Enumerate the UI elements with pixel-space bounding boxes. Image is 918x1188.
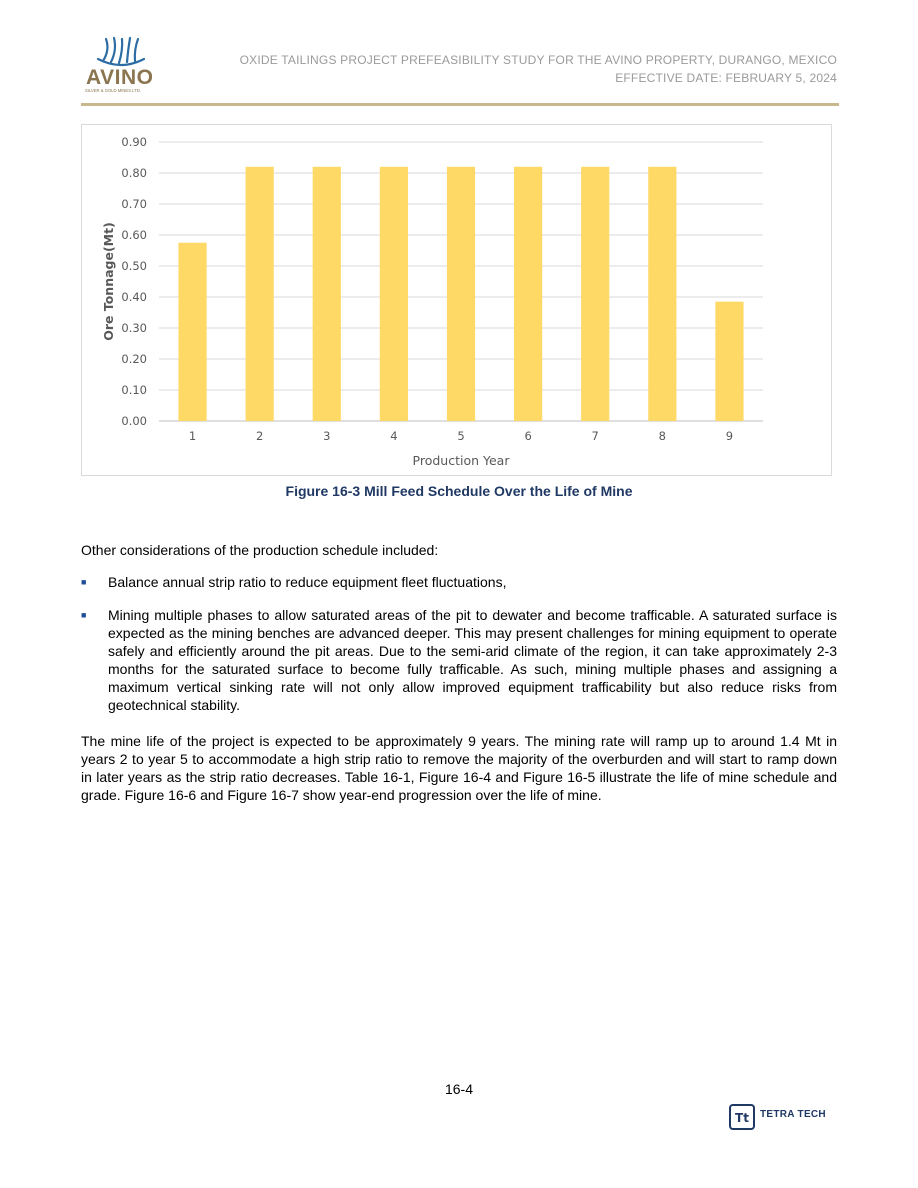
x-tick-label: 4: [390, 429, 398, 443]
y-tick-label: 0.80: [121, 166, 147, 180]
y-tick-label: 0.50: [121, 259, 147, 273]
bar: [648, 167, 676, 421]
x-tick-label: 9: [725, 429, 734, 443]
x-tick-label: 7: [591, 429, 599, 443]
figure-caption: Figure 16-3 Mill Feed Schedule Over the Life of Mine: [285, 483, 633, 499]
header-rule: [81, 103, 839, 106]
bullet-marker-2: ■: [81, 610, 87, 620]
bar: [715, 302, 743, 421]
y-tick-label: 0.90: [121, 135, 147, 149]
bar: [178, 243, 206, 421]
x-tick-label: 8: [658, 429, 666, 443]
intro-text: Other considerations of the production schedule included:: [81, 542, 439, 558]
y-tick-label: 0.70: [121, 197, 147, 211]
header-title: OXIDE TAILINGS PROJECT PREFEASIBILITY STUDY FOR THE AVINO PROPERTY, DURANGO, MEXICO: [239, 53, 837, 67]
x-tick-label: 3: [323, 429, 331, 443]
avino-logo-text: AVINO: [86, 66, 154, 89]
bar: [246, 167, 274, 421]
bullet-item-1: Balance annual strip ratio to reduce equipment fleet fluctuations,: [108, 574, 507, 590]
header-effective-date: EFFECTIVE DATE: FEBRUARY 5, 2024: [615, 71, 837, 85]
bullet-marker-1: ■: [81, 577, 87, 587]
bar: [447, 167, 475, 421]
y-tick-label: 0.60: [121, 228, 147, 242]
tetra-tech-logo-mark: Tt: [735, 1111, 749, 1125]
x-tick-label: 5: [457, 429, 465, 443]
tetra-tech-logo-icon: [729, 1104, 755, 1130]
x-axis-label: Production Year: [412, 453, 510, 468]
bar: [380, 167, 408, 421]
body-paragraph: The mine life of the project is expected to be approximately 9 years. The mining rate will ramp up to around 1.4 Mt in years 2 to year 5 to accommodate a high strip ratio to remove the majority of the overburden and will start to ramp down in later years as the strip ratio decreases. Table 16-1, Figure 16-4 and Figure 16-5 illustrate the life of mine schedule and grade. Figure 16-6 and Figure 16-7 show year-end progression over the life of mine.: [81, 733, 837, 803]
page-number: 16-4: [444, 1081, 474, 1097]
y-tick-label: 0.30: [121, 321, 147, 335]
y-tick-label: 0.20: [121, 352, 147, 366]
avino-logo-subtext: SILVER & GOLD MINES LTD.: [85, 88, 141, 93]
x-tick-label: 6: [524, 429, 532, 443]
tetra-tech-logo-text: TETRA TECH: [760, 1109, 826, 1120]
x-tick-label: 2: [256, 429, 264, 443]
bar: [581, 167, 609, 421]
y-tick-label: 0.10: [121, 383, 147, 397]
mill-feed-chart: [81, 124, 832, 476]
y-tick-label: 0.00: [121, 414, 147, 428]
bar: [313, 167, 341, 421]
bar: [514, 167, 542, 421]
y-tick-label: 0.40: [121, 290, 147, 304]
y-axis-label: Ore Tonnage(Mt): [101, 222, 116, 341]
bullet-item-2: Mining multiple phases to allow saturated areas of the pit to dewater and become trafficable. A saturated surface is expected as the mining benches are advanced deeper. This may present challenges for mining equipment to operate safely and efficiently around the pit areas. Due to the semi-arid climate of the region, it can take approximately 2-3 months for the saturated surface to become fully trafficable. As such, mining multiple phases and assigning a maximum vertical sinking rate will not only allow improved equipment trafficability but also reduce risks from geotechnical stability.: [108, 607, 837, 713]
x-tick-label: 1: [188, 429, 197, 443]
mill-feed-chart-svg: [82, 125, 831, 475]
